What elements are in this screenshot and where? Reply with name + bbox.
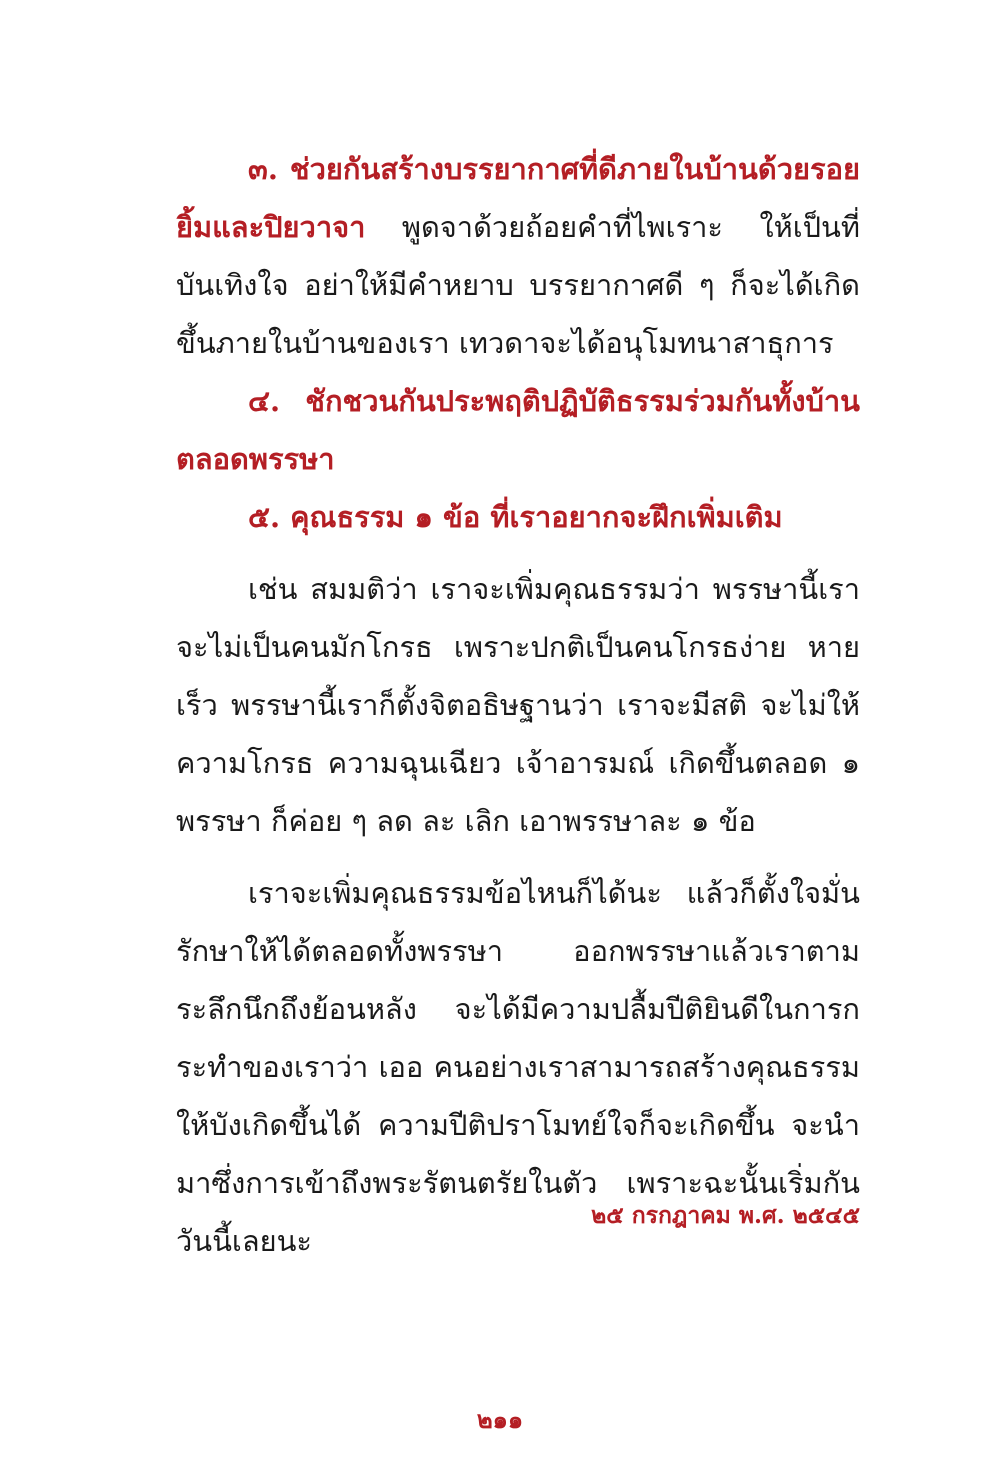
item-3-heading-continued: รอยยิ้มและปิยวาจา <box>176 152 860 244</box>
body-paragraph-2: เราจะเพิ่มคุณธรรมข้อไหนก็ได้นะ แล้วก็ตั้งใจมั่นรักษาให้ได้ตลอดทั้งพรรษา ออกพรรษาแล้วเราตามระลึกนึกถึงย้อนหลัง จะได้มีความปลื้มปีติยินดีในการกระทำของเราว่า เออ คนอย่างเราสามารถสร้างคุณธรรมให้บังเกิดขึ้นได้ ความปีติปราโมทย์ใจก็จะเกิดขึ้น จะนำมาซึ่งการเข้าถึงพระรัตนตรัยในตัว เพราะฉะนั้นเริ่มกันวันนี้เลยนะ <box>176 876 860 1258</box>
item-3-body: พูดจาด้วยถ้อยคำที่ไพเราะ ให้เป็นที่บันเทิงใจ อย่าให้มีคำหยาบ บรรยากาศดี ๆ ก็จะได้เกิดขึ้นภายในบ้านของเรา เทวดาจะได้อนุโมทนาสาธุการ <box>176 210 860 360</box>
body-paragraph-1: เช่น สมมติว่า เราจะเพิ่มคุณธรรมว่า พรรษานี้เราจะไม่เป็นคนมักโกรธ เพราะปกติเป็นคนโกรธง่าย หายเร็ว พรรษานี้เราก็ตั้งจิตอธิษฐานว่า เราจะมีสติ จะไม่ให้ความโกรธ ความฉุนเฉียว เจ้าอารมณ์ เกิดขึ้นตลอด ๑ พรรษา ก็ค่อย ๆ ลด ละ เลิก เอาพรรษาละ ๑ ข้อ <box>176 572 860 838</box>
item-3-heading: ๓. ช่วยกันสร้างบรรยากาศที่ดีภายในบ้านด้วย <box>248 152 810 186</box>
item-5-heading: ๕. คุณธรรม ๑ ข้อ ที่เราอยากจะฝึกเพิ่มเติม <box>248 500 783 534</box>
item-4-heading: ๔. ชักชวนกันประพฤติปฏิบัติธรรมร่วมกันทั้งบ้านตลอดพรรษา <box>176 384 860 476</box>
item-3-paragraph <box>176 140 860 372</box>
date-line: ๒๕ กรกฎาคม พ.ศ. ๒๕๔๕ <box>591 1202 860 1229</box>
page-body <box>176 140 860 1270</box>
page-number: ๒๑๑ <box>476 1405 524 1434</box>
